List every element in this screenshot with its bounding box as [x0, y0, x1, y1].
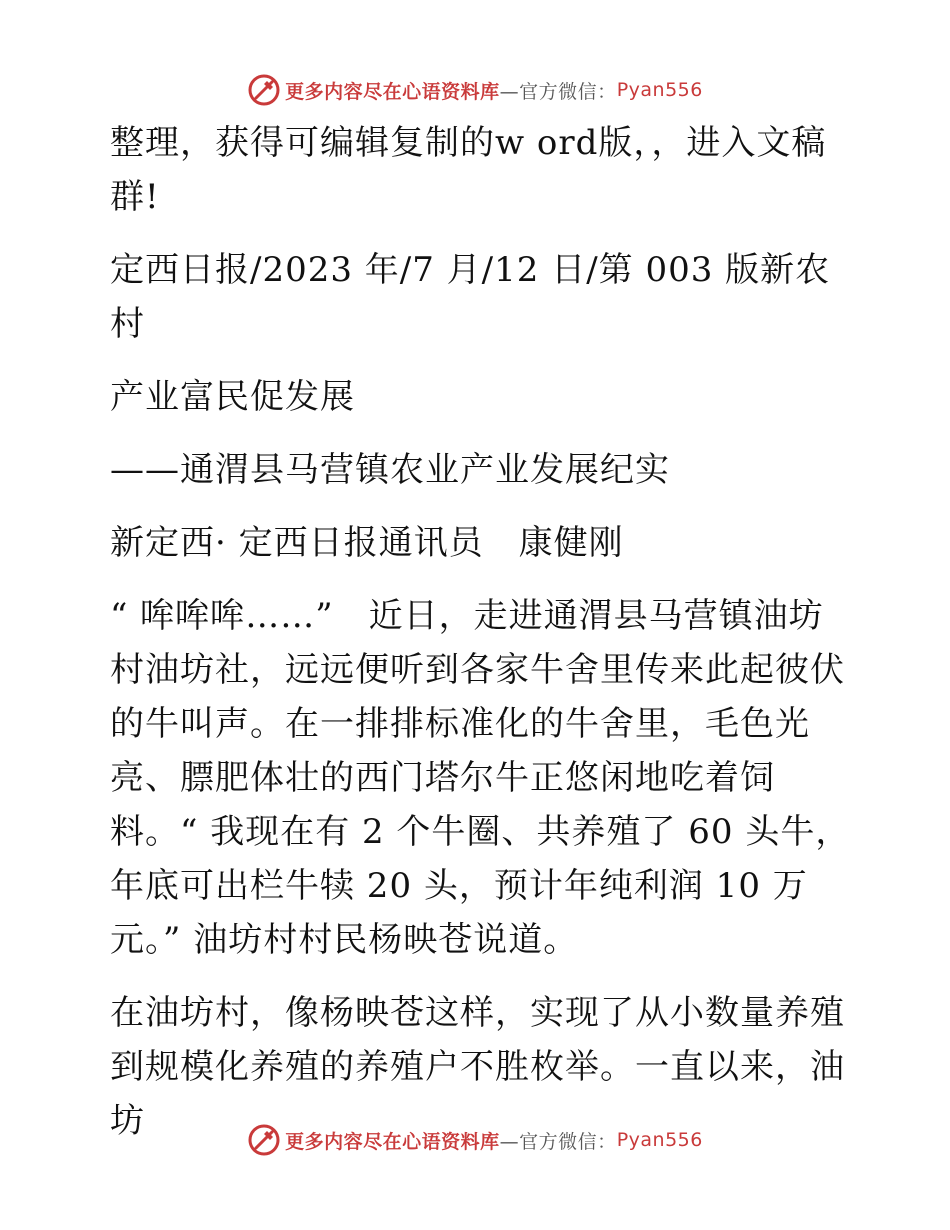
banner-wechat-label: —官方微信：	[499, 1130, 617, 1153]
byline: 新定西· 定西日报通讯员 康健刚	[110, 523, 624, 563]
header-watermark-banner	[0, 70, 950, 110]
banner-site-name: 更多内容尽在心语资料库	[285, 1130, 500, 1153]
brand-logo-icon	[247, 73, 281, 107]
document-body	[98, 116, 853, 1148]
article-title: 产业富民促发展	[110, 377, 355, 417]
body-paragraph: “ 哞哞哞……” 近日，走进通渭县马营镇油坊村油坊社，远远便听到各家牛舍里传来此起彼伏的牛叫声。在一排排标准化的牛舍里，毛色光亮、膘肥体壮的西门塔尔牛正悠闲地吃着饲料。“ 我现在有 2 个牛圈、共养殖了 60 头牛，年底可出栏牛犊 20 头，预计年纯利润 10 万元。” 油坊村村民杨映苍说道。	[110, 596, 851, 960]
body-paragraph: 在油坊村，像杨映苍这样，实现了从小数量养殖到规模化养殖的养殖户不胜枚举。一直以来，油坊	[110, 993, 845, 1141]
brand-logo-icon	[247, 1123, 281, 1157]
footer-watermark-banner	[0, 1120, 950, 1160]
source-line: 定西日报/2023 年/7 月/12 日/第 003 版新农村	[110, 250, 831, 344]
banner-wechat-id: Pyan556	[616, 1129, 703, 1151]
banner-site-name: 更多内容尽在心语资料库	[285, 80, 500, 103]
banner-wechat-label: —官方微信：	[499, 80, 617, 103]
intro-paragraph: 整理，获得可编辑复制的w ord版，，进入文稿群!	[110, 123, 827, 217]
banner-wechat-id: Pyan556	[616, 79, 703, 101]
article-subtitle: ——通渭县马营镇农业产业发展纪实	[110, 450, 670, 490]
